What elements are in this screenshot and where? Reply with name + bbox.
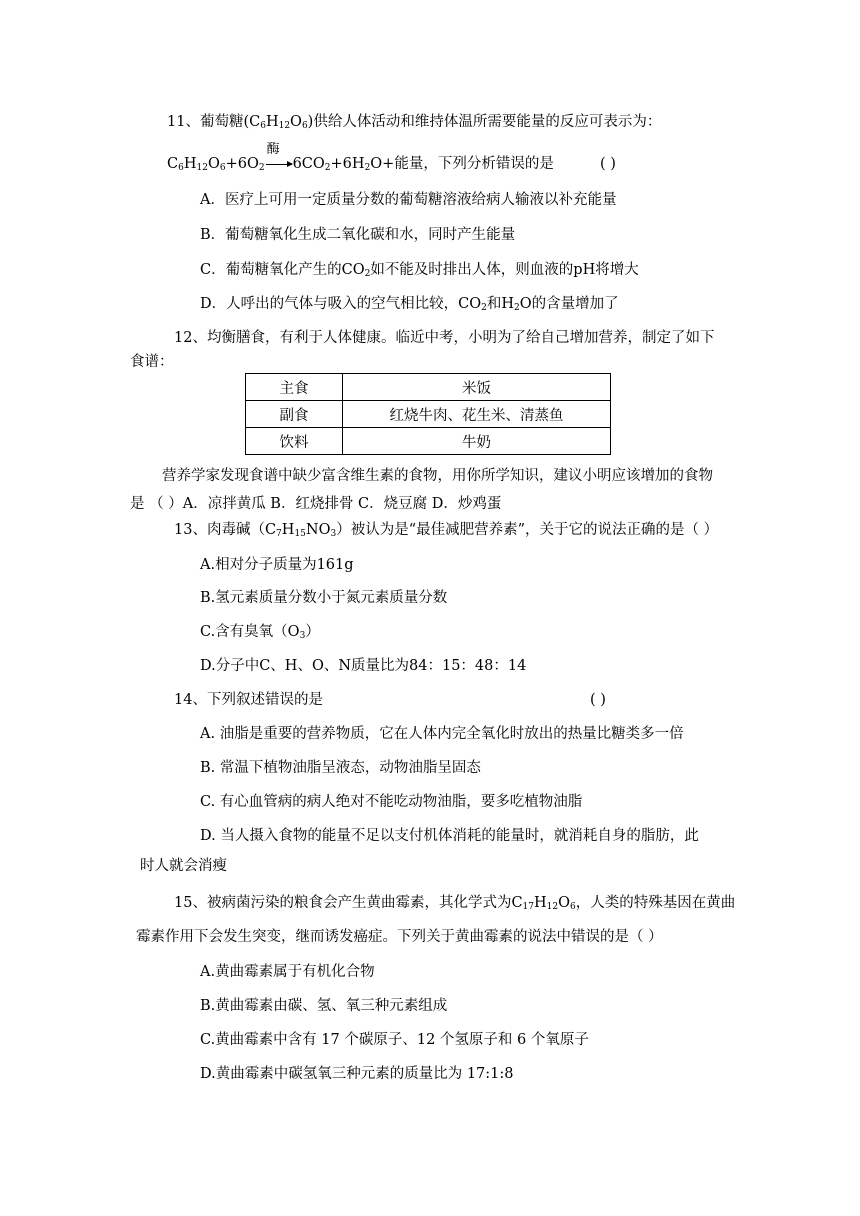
q14-option-d-line2: 时人就会消瘦 bbox=[140, 858, 227, 874]
q12-stem-line2: 食谱： bbox=[130, 354, 174, 370]
table-row bbox=[246, 401, 611, 428]
q14-option-a: A. 油脂是重要的营养物质，它在人体内完全氧化时放出的热量比糖类多一倍 bbox=[200, 726, 684, 742]
table-cell: 米饭 bbox=[343, 374, 611, 401]
q13-option-b: B.氢元素质量分数小于氮元素质量分数 bbox=[200, 590, 448, 606]
q11-option-d: D．人呼出的气体与吸入的空气相比较，$CO_2$和$H_2O$的含量增加了 bbox=[200, 296, 619, 313]
q15-option-a: A.黄曲霉素属于有机化合物 bbox=[200, 964, 375, 980]
q11-answer-paren: ( ) bbox=[600, 156, 616, 172]
q15-option-c: C.黄曲霉素中含有 17 个碳原子、12 个氢原子和 6 个氧原子 bbox=[200, 1032, 589, 1048]
q11-option-a: A．医疗上可用一定质量分数的葡萄糖溶液给病人输液以补充能量 bbox=[200, 192, 617, 208]
q15-stem-line1: 15、被病菌污染的粮食会产生黄曲霉素，其化学式为$C_{17}H_{12}O_6$，人类的特殊基因在黄曲 bbox=[174, 895, 736, 912]
q14-answer-paren: ( ) bbox=[590, 692, 606, 708]
q14-option-d-line1: D. 当人摄入食物的能量不足以支付机体消耗的能量时，就消耗自身的脂肪，此 bbox=[200, 828, 699, 844]
table-cell: 副食 bbox=[246, 401, 343, 428]
catalyst-label: 酶 bbox=[266, 142, 280, 157]
q13-option-c: C.含有臭氧$(O_3)$ bbox=[200, 624, 320, 641]
q11-option-c: C．葡萄糖氧化产生的$CO_2$如不能及时排出人体，则血液的pH将增大 bbox=[200, 262, 639, 279]
q14-option-c: C. 有心血管病的病人绝对不能吃动物油脂，要多吃植物油脂 bbox=[200, 794, 583, 810]
q12-stem-line1: 12、均衡膳食，有利于人体健康。临近中考，小明为了给自己增加营养，制定了如下 bbox=[174, 330, 715, 346]
table-cell: 主食 bbox=[246, 374, 343, 401]
reaction-arrow bbox=[265, 142, 293, 174]
table-row bbox=[246, 428, 611, 455]
q15-option-d: D.黄曲霉素中碳氢氧三种元素的质量比为 17:1:8 bbox=[200, 1066, 514, 1082]
table-cell: 红烧牛肉、花生米、清蒸鱼 bbox=[343, 401, 611, 428]
q13-option-d: D.分子中C、H、O、N质量比为84：15：48：14 bbox=[200, 658, 527, 674]
q12-followup-line2: 是 （ ）A．凉拌黄瓜 B．红烧排骨 C．烧豆腐 D．炒鸡蛋 bbox=[130, 496, 502, 512]
table-cell: 饮料 bbox=[246, 428, 343, 455]
q11-stem: 11、葡萄糖$(C_6H_{12}O_6)$供给人体活动和维持体温所需要能量的反应可表示为： bbox=[167, 114, 662, 131]
q14-stem: 14、下列叙述错误的是 bbox=[174, 692, 323, 708]
q11-equation: $C_6H_{12}O_6+6O_2$ 酶 $6CO_2+6H_2O+$能量，下列分析错误的是 bbox=[167, 142, 554, 173]
q11-option-b: B．葡萄糖氧化生成二氧化碳和水，同时产生能量 bbox=[200, 227, 516, 243]
q12-followup-line1: 营养学家发现食谱中缺少富含维生素的食物，用你所学知识，建议小明应该增加的食物 bbox=[162, 468, 713, 484]
q13-option-a: A.相对分子质量为161g bbox=[200, 557, 354, 573]
menu-table bbox=[245, 373, 611, 455]
q15-option-b: B.黄曲霉素由碳、氢、氧三种元素组成 bbox=[200, 998, 448, 1014]
table-row bbox=[246, 374, 611, 401]
q15-stem-line2: 霉素作用下会发生突变，继而诱发癌症。下列关于黄曲霉素的说法中错误的是（ ） bbox=[136, 929, 663, 945]
q14-option-b: B. 常温下植物油脂呈液态，动物油脂呈固态 bbox=[200, 760, 481, 776]
q13-stem: 13、肉毒碱$(C_7H_{15}NO_3)$被认为是“最佳减肥营养素”，关于它的说法正确的是（ ） bbox=[174, 522, 719, 539]
table-cell: 牛奶 bbox=[343, 428, 611, 455]
